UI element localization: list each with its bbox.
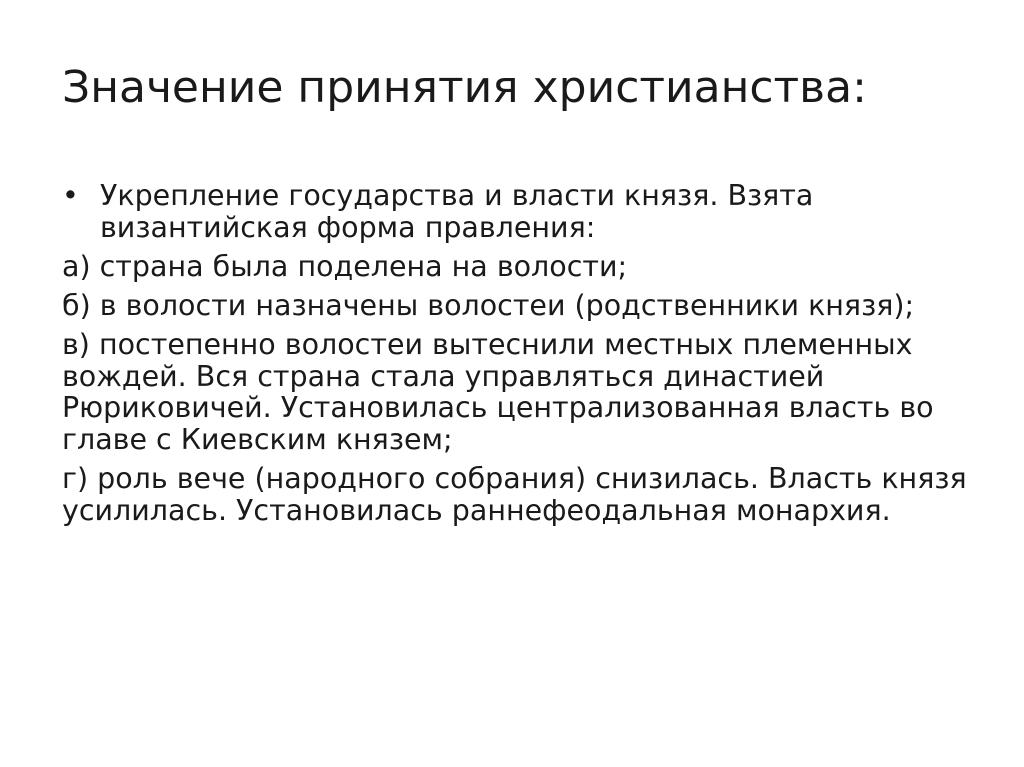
bullet-icon: • — [62, 179, 79, 212]
slide-title: Значение принятия христианства: — [62, 62, 867, 113]
bullet-item — [62, 180, 982, 244]
list-item-g: г) роль вече (народного собрания) снизилась. Власть князя усилилась. Установилась раннефеодальная монархия. — [62, 462, 967, 528]
bullet-text: Укрепление государства и власти князя. Взята византийская форма правления: — [100, 179, 814, 244]
list-item-b: б) в волости назначены волостеи (родственники князя); — [62, 288, 915, 322]
list-item-v: в) постепенно волостеи вытеснили местных племенных вождей. Вся страна стала управляться династией Рюриковичей. Установилась централизованная власть во главе с Киевским князем; — [62, 327, 934, 457]
list-item-a: а) страна была поделена на волости; — [62, 249, 628, 283]
slide-body — [62, 180, 982, 534]
